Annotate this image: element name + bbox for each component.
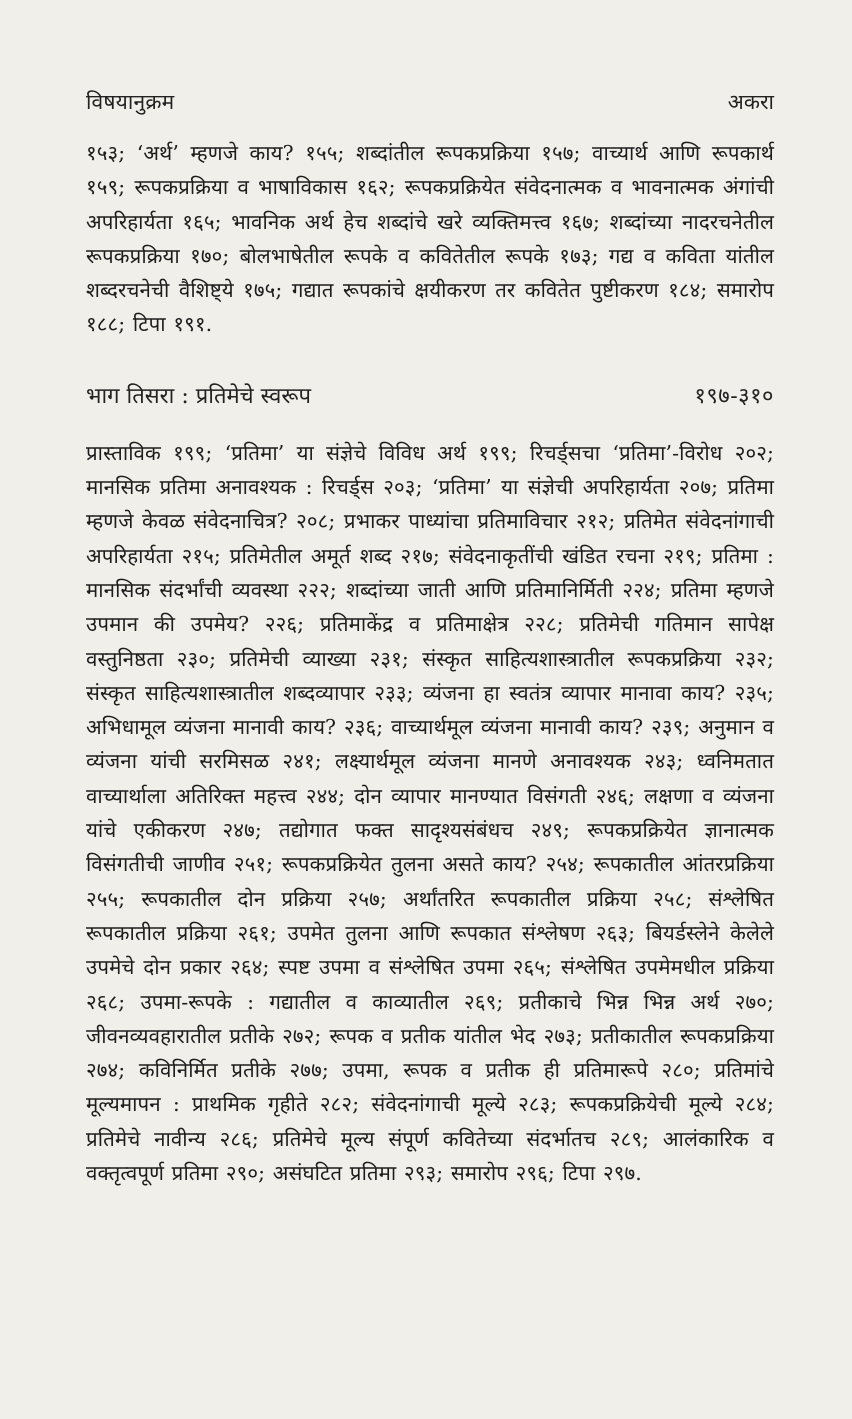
- contents-entries-part-three: प्रास्ताविक १९९; ‘प्रतिमा’ या संज्ञेचे विविध अर्थ १९९; रिचर्ड्सचा ‘प्रतिमा’-विरोध २०२; मानसिक प्रतिमा अनावश्यक : रिचर्ड्स २०३; ‘प्रतिमा’ या संज्ञेची अपरिहार्यता २०७; प्रतिमा म्हणजे केवळ संवेदनाचित्र? २०८; प्रभाकर पाध्यांचा प्रतिमाविचार २१२; प्रतिमेत संवेदनांगाची अपरिहार्यता २१५; प्रतिमेतील अमूर्त शब्द २१७; संवेदनाकृतींची खंडित रचना २१९; प्रतिमा : मानसिक संदर्भांची व्यवस्था २२२; शब्दांच्या जाती आणि प्रतिमानिर्मिती २२४; प्रतिमा म्हणजे उपमान की उपमेय? २२६; प्रतिमाकेंद्र व प्रतिमाक्षेत्र २२८; प्रतिमेची गतिमान सापेक्ष वस्तुनिष्ठता २३०; प्रतिमेची व्याख्या २३१; संस्कृत साहित्यशास्त्रातील रूपकप्रक्रिया २३२; संस्कृत साहित्यशास्त्रातील शब्दव्यापार २३३; व्यंजना हा स्वतंत्र व्यापार मानावा काय? २३५; अभिधामूल व्यंजना मानावी काय? २३६; वाच्यार्थमूल व्यंजना मानावी काय? २३९; अनुमान व व्यंजना यांची सरमिसळ २४१; लक्ष्यार्थमूल व्यंजना मानणे अनावश्यक २४३; ध्वनिमतात वाच्यार्थाला अतिरिक्त महत्त्व २४४; दोन व्यापार मानण्यात विसंगती २४६; लक्षणा व व्यंजना यांचे एकीकरण २४७; तद्योगात फक्त सादृश्यसंबंधच २४९; रूपकप्रक्रियेत ज्ञानात्मक विसंगतीची जाणीव २५१; रूपकप्रक्रियेत तुलना असते काय? २५४; रूपकातील आंतरप्रक्रिया २५५; रूपकातील दोन प्रक्रिया २५७; अर्थांतरित रूपकातील प्रक्रिया २५८; संश्लेषित रूपकातील प्रक्रिया २६१; उपमेत तुलना आणि रूपकात संश्लेषण २६३; बियर्डस्लेने केलेले उपमेचे दोन प्रकार २६४; स्पष्ट उपमा व संश्लेषित उपमा २६५; संश्लेषित उपमेमधील प्रक्रिया २६८; उपमा-रूपके : गद्यातील व काव्यातील २६९; प्रतीकाचे भिन्न भिन्न अर्थ २७०; जीवनव्यवहारातील प्रतीके २७२; रूपक व प्रतीक यांतील भेद २७३; प्रतीकातील रूपकप्रक्रिया २७४; कविनिर्मित प्रतीके २७७; उपमा, रूपक व प्रतीक ही प्रतिमारूपे २८०; प्रतिमांचे मूल्यमापन : प्राथमिक गृहीते २८२; संवेदनांगाची मूल्ये २८३; रूपकप्रक्रियेची मूल्ये २८४; प्रतिमेचे नावीन्य २८६; प्रतिमेचे मूल्य संपूर्ण कवितेच्या संदर्भातच २८९; आलंकारिक व वक्तृत्वपूर्ण प्रतिमा २९०; असंघटित प्रतिमा २९३; समारोप २९६; टिपा २९७.: [86, 440, 774, 1186]
- running-header-title: विषयानुक्रम: [86, 90, 175, 114]
- section-page-range: १९७-३१०: [694, 383, 774, 409]
- section-heading-part-three: [86, 380, 774, 410]
- page-number: अकरा: [727, 90, 774, 114]
- contents-entries-part-two-continued: १५३; ‘अर्थ’ म्हणजे काय? १५५; शब्दांतील रूपकप्रक्रिया १५७; वाच्यार्थ आणि रूपकार्थ १५९; रूपकप्रक्रिया व भाषाविकास १६२; रूपकप्रक्रियेत संवेदनात्मक व भावनात्मक अंगांची अपरिहार्यता १६५; भावनिक अर्थ हेच शब्दांचे खरे व्यक्तिमत्त्व १६७; शब्दांच्या नादरचनेतील रूपकप्रक्रिया १७०; बोलभाषेतील रूपके व कवितेतील रूपके १७३; गद्य व कविता यांतील शब्दरचनेची वैशिष्ट्ये १७५; गद्यात रूपकांचे क्षयीकरण तर कवितेत पुष्टीकरण १८४; समारोप १८८; टिपा १९१.: [86, 141, 774, 337]
- running-header: [86, 0, 774, 116]
- section-title: भाग तिसरा : प्रतिमेचे स्वरूप: [86, 383, 312, 409]
